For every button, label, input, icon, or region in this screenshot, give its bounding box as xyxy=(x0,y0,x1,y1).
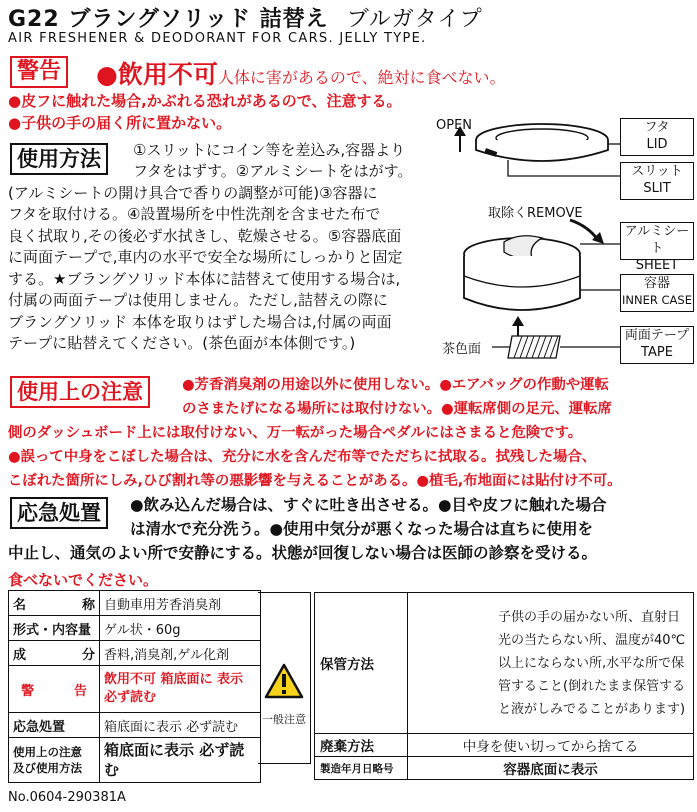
table-row: 応急処置 箱底面に表示 必ず読む xyxy=(9,713,261,738)
brown-side-label: 茶色面 xyxy=(442,342,482,357)
caution-line-3: 側のダッシュボード上には取付けない、万一転がった場合ペダルにはさまると危険です。 xyxy=(8,425,583,441)
table-row: 成 分 香料,消臭剤,ゲル化剤 xyxy=(9,641,261,666)
title-main: G22 ブラングソリッド 詰替え xyxy=(8,7,329,32)
first-aid-label: 応急処置 xyxy=(10,497,108,529)
product-title xyxy=(8,2,483,33)
table-row: 保管方法 子供の手の届かない所、直射日光の当たらない所、温度が40℃以上にならない所,水平な所で保管すること(倒れたまま保管すると液がしみでることがあります) xyxy=(315,593,694,734)
warning-line-1: ●皮フに触れた場合,かぶれる恐れがあるので、注意する。 xyxy=(8,92,402,110)
usage-line-3: (アルミシートの開け具合で香りの調整が可能)③容器に xyxy=(8,184,378,202)
usage-line-8: 付属の両面テープは使用しません。ただし,詰替えの際に xyxy=(8,291,388,309)
usage-label: 使用方法 xyxy=(10,143,108,175)
first-aid-line-3: 中止し、通気のよい所で安静にする。状態が回復しない場合は医師の診察を受ける。 xyxy=(8,544,598,562)
caution-line-2: のさまたげになる場所には取付けない。●運転席側の足元、運転席 xyxy=(182,401,612,417)
part-inner-case: 容器 INNER CASE xyxy=(620,274,694,312)
usage-line-9: ブラングソリッド 本体を取りはずした場合は,付属の両面 xyxy=(8,313,392,331)
first-aid-line-1: ●飲み込んだ場合は、すぐに吐き出させる。●目や皮フに触れた場合 xyxy=(130,496,607,514)
table-row: 使用上の注意 及び使用方法 箱底面に表示 必ず読む xyxy=(9,738,261,783)
warning-line-2: ●子供の手の届く所に置かない。 xyxy=(8,114,232,132)
lot-number: No.0604-290381A xyxy=(8,790,126,805)
warning-headline: ●飲用不可人体に害があるので、絶対に食べない。 xyxy=(96,60,506,89)
warning-label: 警告 xyxy=(10,56,68,88)
caution-label: 使用上の注意 xyxy=(10,376,150,408)
dont-eat-notice: 食べないでください。 xyxy=(8,571,159,589)
usage-line-10: テープに貼替えてください。(茶色面が本体側です。) xyxy=(8,334,356,352)
table-row: 名 称 自動車用芳香消臭剤 xyxy=(9,591,261,616)
table-row: 廃棄方法 中身を使い切ってから捨てる xyxy=(315,734,694,757)
caution-line-5: こぼれた箇所にしみ,ひび割れ等の悪影響を与えることがある。●植毛,布地面には貼付け不可。 xyxy=(8,473,622,489)
remove-label: 取除くREMOVE xyxy=(488,206,583,221)
first-aid-line-2: は清水で充分洗う。●使用中気分が悪くなった場合は直ちに使用を xyxy=(130,520,594,538)
open-label: OPEN xyxy=(436,118,473,133)
english-subtitle: AIR FRESHENER & DEODORANT FOR CARS. JELLY TYPE. xyxy=(8,31,427,46)
caution-line-4: ●誤って中身をこぼした場合は、充分に水を含んだ布等でただちに拭取る。拭残した場合、 xyxy=(8,449,597,465)
product-parts-diagram xyxy=(420,114,697,372)
general-caution-box xyxy=(258,592,311,764)
warning-triangle-icon xyxy=(264,663,304,699)
table-row: 製造年月日略号 容器底面に表示 xyxy=(315,757,694,780)
usage-line-7: する。★ブラングソリッド本体に詰替えて使用する場合は, xyxy=(8,270,401,288)
usage-line-5: 良く拭取り,その後必ず水拭きし、乾燥させる。⑤容器底面 xyxy=(8,227,402,245)
general-caution-label: 一般注意 xyxy=(262,713,306,726)
usage-line-4: フタを取付ける。④設置場所を中性洗剤を含ませた布で xyxy=(8,205,381,223)
spec-table xyxy=(8,590,261,783)
caution-line-1: ●芳香消臭剤の用途以外に使用しない。●エアバッグの作動や運転 xyxy=(182,377,609,393)
title-type: ブルガタイプ xyxy=(346,7,483,32)
usage-line-2: フタをはずす。②アルミシートをはがす。 xyxy=(133,162,413,180)
usage-line-1: ①スリットにコイン等を差込み,容器より xyxy=(133,141,406,159)
usage-line-6: に両面テープで,車内の水平で安全な場所にしっかりと固定 xyxy=(8,248,403,266)
table-row: 警 告 飲用不可 箱底面に 表示 必ず読む xyxy=(9,666,261,713)
part-tape: 両面テープ TAPE xyxy=(620,326,694,364)
part-sheet: アルミシート SHEET xyxy=(620,222,694,260)
table-row: 形式・内容量 ゲル状・60g xyxy=(9,616,261,641)
part-slit: スリット SLIT xyxy=(620,162,694,200)
storage-table xyxy=(314,592,694,780)
part-lid: フタ LID xyxy=(620,118,694,156)
